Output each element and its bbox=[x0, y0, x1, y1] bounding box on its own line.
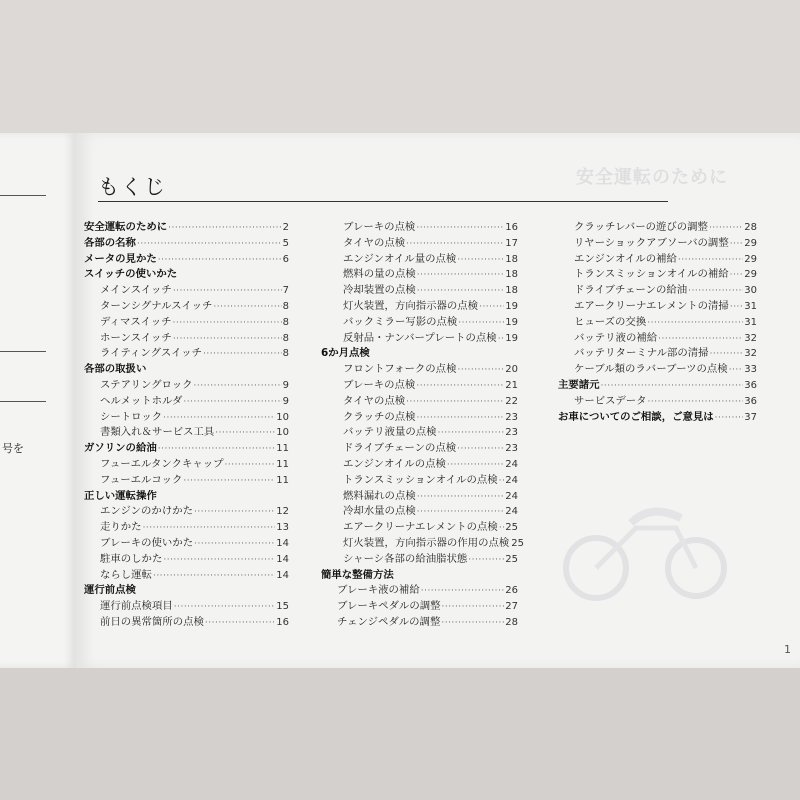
toc-entry-page: 18 bbox=[505, 253, 518, 265]
page-number: 1 bbox=[784, 643, 791, 656]
toc-entry bbox=[84, 489, 289, 505]
toc-entry-label: シャーシ各部の給油脂状態 bbox=[343, 552, 468, 565]
toc-leader-dots bbox=[416, 379, 504, 395]
toc-entry-label: 走りかた bbox=[100, 521, 142, 534]
toc-leader-dots bbox=[137, 237, 282, 253]
toc-entry bbox=[321, 473, 518, 489]
toc-leader-dots bbox=[688, 284, 743, 300]
toc-entry-label: エンジンオイルの補給 bbox=[574, 252, 677, 265]
toc-entry-page: 10 bbox=[276, 427, 289, 439]
toc-leader-dots bbox=[417, 284, 505, 300]
toc-entry bbox=[558, 410, 757, 426]
toc-entry bbox=[558, 315, 757, 331]
toc-entry bbox=[84, 394, 289, 410]
toc-entry-page: 36 bbox=[744, 395, 757, 407]
toc-entry bbox=[321, 378, 518, 394]
toc-entry-label: エンジンオイルの点検 bbox=[343, 457, 446, 470]
toc-entry bbox=[558, 267, 757, 283]
toc-entry-label: 灯火装置，方向指示器の作用の点検 bbox=[343, 536, 510, 549]
toc-entry bbox=[321, 236, 518, 252]
toc-leader-dots bbox=[715, 411, 744, 427]
toc-entry-page: 32 bbox=[744, 332, 757, 344]
toc-entry-label: メインスイッチ bbox=[100, 284, 172, 297]
toc-entry bbox=[84, 252, 289, 268]
toc-entry-label: 各部の名称 bbox=[84, 236, 136, 249]
toc-leader-dots bbox=[173, 332, 282, 348]
toc-entry-page: 25 bbox=[511, 537, 524, 549]
toc-entry bbox=[321, 299, 518, 315]
toc-entry-page: 28 bbox=[744, 222, 757, 233]
toc-entry-page: 22 bbox=[505, 395, 518, 407]
toc-entry-label: バックミラー写影の点検 bbox=[343, 315, 458, 328]
toc-entry-label: ヒューズの交換 bbox=[574, 315, 647, 328]
toc-leader-dots bbox=[173, 316, 282, 332]
toc-entry-page: 11 bbox=[276, 458, 289, 470]
toc-entry-page: 29 bbox=[744, 269, 757, 281]
toc-entry-page: 24 bbox=[505, 506, 518, 518]
toc-entry-label: タイヤの点検 bbox=[343, 394, 406, 407]
toc-entry-page: 23 bbox=[505, 427, 518, 439]
toc-leader-dots bbox=[194, 505, 275, 521]
toc-entry-page: 24 bbox=[505, 474, 518, 486]
toc-entry-page: 8 bbox=[282, 348, 289, 360]
toc-entry-label: ブレーキ液の補給 bbox=[337, 584, 420, 597]
toc-leader-dots bbox=[193, 379, 281, 395]
toc-entry-label: 各部の取扱い bbox=[84, 363, 147, 376]
toc-entry bbox=[84, 599, 289, 615]
toc-entry bbox=[84, 583, 289, 599]
toc-entry-page: 36 bbox=[744, 379, 757, 391]
toc-leader-dots bbox=[648, 395, 744, 411]
toc-entry-page: 24 bbox=[505, 458, 518, 470]
toc-entry bbox=[321, 520, 518, 536]
toc-entry bbox=[84, 568, 289, 584]
toc-leader-dots bbox=[457, 363, 504, 379]
toc-entry-label: ドライブチェーンの給油 bbox=[574, 284, 688, 297]
toc-entry-label: 灯火装置，方向指示器の点検 bbox=[343, 299, 479, 312]
toc-entry-label: 6か月点検 bbox=[321, 347, 370, 360]
toc-entry bbox=[84, 283, 289, 299]
toc-entry-page: 19 bbox=[505, 316, 518, 328]
toc-entry-page: 17 bbox=[505, 237, 518, 249]
toc-entry-page: 31 bbox=[744, 316, 757, 328]
toc-entry-label: ブレーキの使いかた bbox=[100, 536, 194, 549]
toc-entry bbox=[558, 236, 757, 252]
toc-entry-label: 簡単な整備方法 bbox=[321, 568, 394, 581]
toc-entry-label: ならし運転 bbox=[100, 568, 152, 581]
toc-entry-label: 駐車のしかた bbox=[100, 552, 163, 565]
toc-entry bbox=[321, 220, 518, 236]
toc-entry-label: 正しい運転操作 bbox=[84, 489, 157, 502]
toc-entry-label: フューエルタンクキャップ bbox=[100, 457, 224, 470]
toc-leader-dots bbox=[194, 537, 275, 553]
toc-entry bbox=[84, 457, 289, 473]
toc-entry bbox=[558, 362, 757, 378]
toc-entry-page: 11 bbox=[276, 443, 289, 455]
toc-entry bbox=[84, 473, 289, 489]
toc-entry-page: 16 bbox=[505, 222, 518, 233]
toc-leader-dots bbox=[416, 221, 504, 237]
toc-entry-label: クラッチレバーの遊びの調整 bbox=[574, 221, 708, 233]
toc-entry-page: 10 bbox=[276, 411, 289, 423]
toc-entry-page: 2 bbox=[282, 222, 289, 233]
toc-entry-page: 13 bbox=[276, 522, 289, 534]
toc-entry bbox=[84, 504, 289, 520]
toc-leader-dots bbox=[406, 237, 504, 253]
toc-leader-dots bbox=[468, 553, 504, 569]
toc-entry-page: 25 bbox=[505, 522, 518, 534]
toc-entry bbox=[321, 362, 518, 378]
toc-leader-dots bbox=[730, 237, 744, 253]
toc-leader-dots bbox=[458, 316, 504, 332]
toc-entry-label: 前日の異常箇所の点検 bbox=[100, 615, 204, 628]
toc-leader-dots bbox=[658, 332, 743, 348]
toc-entry-page: 25 bbox=[505, 553, 518, 565]
toc-entry-label: フューエルコック bbox=[100, 473, 183, 486]
toc-entry-page: 30 bbox=[744, 285, 757, 297]
toc-entry-label: 主要諸元 bbox=[558, 378, 600, 391]
toc-entry-label: 運行前点検項目 bbox=[100, 600, 173, 613]
toc-leader-dots bbox=[143, 521, 276, 537]
toc-leader-dots bbox=[447, 458, 504, 474]
toc-entry-label: ブレーキペダルの調整 bbox=[337, 600, 441, 613]
toc-entry bbox=[558, 331, 757, 347]
toc-entry bbox=[84, 552, 289, 568]
toc-leader-dots bbox=[457, 442, 504, 458]
toc-leader-dots bbox=[163, 553, 275, 569]
toc-entry bbox=[84, 378, 289, 394]
toc-entry bbox=[321, 394, 518, 410]
toc-entry-page: 8 bbox=[282, 300, 289, 312]
toc-entry-label: 冷却水量の点検 bbox=[343, 505, 416, 518]
toc-leader-dots bbox=[417, 490, 505, 506]
toc-column-2 bbox=[321, 220, 524, 631]
toc-entry-label: エアークリーナエレメントの清掃 bbox=[574, 299, 729, 312]
toc-leader-dots bbox=[213, 300, 281, 316]
toc-entry-page: 18 bbox=[505, 285, 518, 297]
toc-entry bbox=[321, 252, 518, 268]
toc-entry bbox=[84, 536, 289, 552]
toc-entry-page: 28 bbox=[505, 616, 518, 628]
left-page-rule bbox=[0, 351, 46, 352]
toc-entry bbox=[321, 489, 518, 505]
toc-entry-label: バッテリターミナル部の清掃 bbox=[574, 347, 709, 360]
toc-leader-dots bbox=[417, 411, 505, 427]
toc-entry bbox=[321, 583, 518, 599]
page-title: もくじ bbox=[98, 175, 167, 199]
toc-entry bbox=[321, 615, 518, 631]
toc-leader-dots bbox=[173, 284, 282, 300]
title-underline bbox=[98, 201, 668, 202]
toc-entry-label: クラッチの点検 bbox=[343, 410, 416, 423]
toc-entry-label: 燃料漏れの点検 bbox=[343, 489, 416, 502]
toc-entry-label: ライティングスイッチ bbox=[100, 347, 203, 360]
toc-leader-dots bbox=[203, 347, 282, 363]
toc-entry-page: 9 bbox=[282, 395, 289, 407]
toc-entry bbox=[321, 568, 518, 584]
toc-leader-dots bbox=[183, 395, 281, 411]
toc-entry-page: 29 bbox=[744, 237, 757, 249]
toc-leader-dots bbox=[442, 600, 505, 616]
toc-entry-label: 安全運転のために bbox=[84, 221, 168, 233]
toc-entry bbox=[84, 410, 289, 426]
left-page-edge bbox=[0, 133, 77, 668]
toc-entry-page: 23 bbox=[505, 443, 518, 455]
toc-column-3 bbox=[558, 220, 757, 425]
toc-entry bbox=[321, 457, 518, 473]
toc-entry-label: ヘルメットホルダ bbox=[100, 394, 183, 407]
toc-entry-page: 23 bbox=[505, 411, 518, 423]
toc-entry-label: ブレーキの点検 bbox=[343, 221, 416, 233]
toc-entry bbox=[321, 267, 518, 283]
toc-entry-page: 20 bbox=[505, 364, 518, 376]
toc-entry bbox=[558, 346, 757, 362]
toc-leader-dots bbox=[215, 426, 275, 442]
toc-leader-dots bbox=[438, 426, 505, 442]
toc-leader-dots bbox=[479, 300, 504, 316]
toc-leader-dots bbox=[499, 521, 504, 537]
toc-leader-dots bbox=[421, 584, 505, 600]
toc-entry bbox=[321, 331, 518, 347]
toc-entry-page: 18 bbox=[505, 269, 518, 281]
toc-entry bbox=[84, 236, 289, 252]
toc-leader-dots bbox=[709, 221, 743, 237]
toc-leader-dots bbox=[498, 332, 505, 348]
toc-entry-page: 27 bbox=[505, 601, 518, 613]
toc-entry bbox=[84, 425, 289, 441]
toc-entry-label: 反射品・ナンバープレートの点検 bbox=[343, 331, 497, 344]
toc-entry bbox=[558, 283, 757, 299]
toc-entry bbox=[84, 331, 289, 347]
toc-entry bbox=[321, 283, 518, 299]
toc-entry bbox=[84, 267, 289, 283]
toc-leader-dots bbox=[163, 411, 275, 427]
toc-entry-page: 26 bbox=[505, 585, 518, 597]
toc-entry-label: ディマスイッチ bbox=[100, 315, 172, 328]
toc-entry-label: ガソリンの給油 bbox=[84, 442, 157, 455]
toc-entry-label: バッテリ液の補給 bbox=[574, 331, 658, 344]
toc-entry-label: トランスミッションオイルの点検 bbox=[343, 473, 498, 486]
toc-entry-label: メータの見かた bbox=[84, 252, 157, 265]
toc-entry-label: エンジンオイル量の点検 bbox=[343, 252, 457, 265]
toc-entry-label: ホーンスイッチ bbox=[100, 331, 172, 344]
toc-entry bbox=[321, 599, 518, 615]
toc-entry-page: 19 bbox=[505, 300, 518, 312]
toc-entry-page: 29 bbox=[744, 253, 757, 265]
toc-entry-page: 11 bbox=[276, 474, 289, 486]
toc-leader-dots bbox=[158, 253, 282, 269]
toc-entry bbox=[321, 346, 518, 362]
toc-leader-dots bbox=[499, 474, 505, 490]
toc-entry bbox=[321, 504, 518, 520]
toc-entry-label: サービスデータ bbox=[574, 394, 647, 407]
toc-leader-dots bbox=[205, 616, 275, 632]
toc-entry bbox=[321, 315, 518, 331]
toc-entry bbox=[558, 394, 757, 410]
toc-entry-page: 16 bbox=[276, 616, 289, 628]
toc-leader-dots bbox=[183, 474, 275, 490]
toc-leader-dots bbox=[174, 600, 276, 616]
background-bottom bbox=[0, 668, 800, 800]
toc-leader-dots bbox=[678, 253, 743, 269]
left-page-rule bbox=[0, 401, 46, 402]
toc-leader-dots bbox=[225, 458, 276, 474]
toc-entry-label: ケーブル類のラバーブーツの点検 bbox=[574, 363, 728, 376]
toc-entry-page: 14 bbox=[276, 553, 289, 565]
toc-entry bbox=[321, 425, 518, 441]
toc-entry-page: 14 bbox=[276, 569, 289, 581]
toc-entry-label: お車についてのご相談，ご意見は bbox=[558, 410, 714, 423]
toc-leader-dots bbox=[647, 316, 743, 332]
toc-entry-page: 33 bbox=[744, 364, 757, 376]
toc-entry-label: ターンシグナルスイッチ bbox=[100, 299, 213, 312]
toc-entry-page: 32 bbox=[744, 348, 757, 360]
toc-leader-dots bbox=[406, 395, 504, 411]
toc-entry bbox=[558, 252, 757, 268]
toc-entry bbox=[84, 362, 289, 378]
toc-entry bbox=[558, 299, 757, 315]
toc-entry-page: 19 bbox=[505, 332, 518, 344]
toc-entry-label: ドライブチェーンの点検 bbox=[343, 442, 457, 455]
toc-entry-page: 24 bbox=[505, 490, 518, 502]
toc-leader-dots bbox=[730, 268, 744, 284]
toc-entry-label: バッテリ液量の点検 bbox=[343, 426, 437, 439]
toc-entry bbox=[321, 441, 518, 457]
toc-leader-dots bbox=[158, 442, 276, 458]
toc-leader-dots bbox=[168, 221, 282, 237]
toc-entry bbox=[558, 220, 757, 236]
toc-entry bbox=[84, 220, 289, 236]
toc-entry-page: 21 bbox=[505, 379, 518, 391]
toc-entry-label: リヤーショックアブソーバの調整 bbox=[574, 236, 729, 249]
toc-entry bbox=[84, 615, 289, 631]
toc-entry-label: 冷却装置の点検 bbox=[343, 284, 416, 297]
toc-entry-label: 運行前点検 bbox=[84, 584, 136, 597]
toc-entry-label: トランスミッションオイルの補給 bbox=[574, 268, 729, 281]
toc-leader-dots bbox=[601, 379, 744, 395]
bleed-through-motorcycle-illustration bbox=[556, 473, 736, 613]
toc-entry-page: 6 bbox=[282, 253, 289, 265]
toc-leader-dots bbox=[417, 268, 505, 284]
toc-entry-page: 31 bbox=[744, 300, 757, 312]
toc-entry-label: スイッチの使いかた bbox=[84, 268, 178, 281]
toc-entry-label: チェンジペダルの調整 bbox=[337, 615, 441, 628]
toc-entry-label: エンジンのかけかた bbox=[100, 505, 193, 518]
toc-entry-label: エアークリーナエレメントの点検 bbox=[343, 521, 498, 534]
toc-entry-page: 37 bbox=[744, 411, 757, 423]
left-page-text-fragment: 号を bbox=[2, 442, 24, 455]
toc-entry-page: 9 bbox=[282, 379, 289, 391]
toc-entry bbox=[321, 536, 524, 552]
toc-leader-dots bbox=[710, 347, 744, 363]
bleed-through-heading: 安全運転のために bbox=[576, 167, 728, 188]
toc-leader-dots bbox=[729, 363, 744, 379]
toc-entry bbox=[84, 346, 289, 362]
toc-entry bbox=[84, 441, 289, 457]
toc-leader-dots bbox=[153, 569, 275, 585]
left-page-rule bbox=[0, 195, 46, 196]
toc-entry bbox=[321, 410, 518, 426]
toc-entry-label: ブレーキの点検 bbox=[343, 378, 416, 391]
toc-entry-page: 14 bbox=[276, 537, 289, 549]
toc-entry bbox=[84, 299, 289, 315]
toc-entry-page: 7 bbox=[282, 285, 289, 297]
toc-entry-page: 5 bbox=[282, 237, 289, 249]
toc-entry-page: 8 bbox=[282, 332, 289, 344]
toc-column-1 bbox=[84, 220, 289, 631]
toc-leader-dots bbox=[730, 300, 743, 316]
toc-leader-dots bbox=[417, 505, 505, 521]
toc-entry-label: 燃料の量の点検 bbox=[343, 268, 416, 281]
toc-entry-label: シートロック bbox=[100, 410, 163, 423]
toc-entry-label: フロントフォークの点検 bbox=[343, 363, 457, 376]
toc-entry bbox=[321, 552, 518, 568]
toc-entry-page: 8 bbox=[282, 316, 289, 328]
toc-entry bbox=[558, 378, 757, 394]
toc-entry-page: 12 bbox=[276, 506, 289, 518]
toc-entry-label: タイヤの点検 bbox=[343, 236, 406, 249]
toc-leader-dots bbox=[441, 616, 504, 632]
toc-page bbox=[76, 133, 800, 668]
toc-entry-page: 15 bbox=[276, 601, 289, 613]
toc-entry bbox=[84, 520, 289, 536]
toc-entry-label: 書類入れ＆サービス工具 bbox=[100, 426, 215, 439]
background-top bbox=[0, 0, 800, 133]
toc-leader-dots bbox=[457, 253, 504, 269]
toc-entry-label: ステアリングロック bbox=[100, 378, 193, 391]
toc-entry bbox=[84, 315, 289, 331]
